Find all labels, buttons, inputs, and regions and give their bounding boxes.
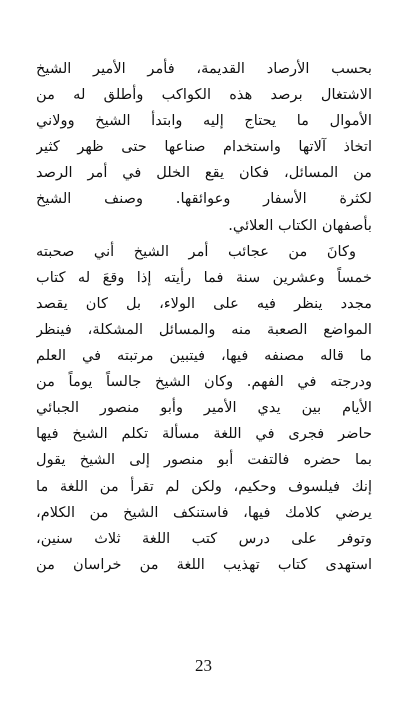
text-line: اتخاذ آلاتها واستخدام صناعها حتى ظهر كثير bbox=[36, 138, 372, 156]
page-number: 23 bbox=[195, 656, 212, 675]
text-line: من المسائل، فكان يقع الخلل في أمر الرصد bbox=[36, 164, 372, 182]
text-line: بما حضره فالتفت أبو منصور إلى الشيخ يقول bbox=[36, 451, 372, 469]
text-line: إنك فيلسوف وحكيم، ولكن لم تقرأ من اللغة ما bbox=[36, 477, 372, 495]
text-line: مجدد ينظر فيه على الولاء، بل كان يقصد bbox=[36, 294, 372, 312]
text-line: ما قاله مصنفه فيها، فيتبين مرتبته في العلم bbox=[36, 347, 372, 365]
text-line: استهدى كتاب تهذيب اللغة من خراسان من bbox=[36, 555, 372, 573]
text-line: الأموال ما يحتاج إليه وابتدأ الشيخ وولاني bbox=[36, 112, 372, 130]
text-line: لكثرة الأسفار وعوائقها. وصنف الشيخ bbox=[36, 190, 372, 208]
text-line: خمساً وعشرين سنة فما رأيته إذا وقعَ له كتاب bbox=[36, 268, 372, 286]
text-line: الأيام بين يدي الأمير وأبو منصور الجبائي bbox=[36, 399, 372, 417]
text-line: الاشتغال برصد هذه الكواكب وأطلق له من bbox=[36, 86, 372, 104]
text-line: المواضع الصعبة منه والمسائل المشكلة، فينظر bbox=[36, 320, 372, 338]
text-line: يرضي كلامك فيها، فاستنكف الشيخ من الكلام، bbox=[36, 503, 372, 521]
paragraph-start-line: وكانَ من عجائب أمر الشيخ أني صحبته bbox=[36, 242, 356, 260]
text-line: بحسب الأرصاد القديمة، فأمر الأمير الشيخ bbox=[36, 60, 372, 77]
text-line: حاضر فجرى في اللغة مسألة تكلم الشيخ فيها bbox=[36, 425, 372, 443]
body-text bbox=[36, 56, 372, 578]
paragraph-end-line: بأصفهان الكتاب العلائي. bbox=[228, 216, 372, 234]
text-line: ودرجته في الفهم. وكان الشيخ جالساً يوماً من bbox=[36, 373, 372, 391]
text-line: وتوفر على درس كتب اللغة ثلاث سنين، bbox=[36, 529, 372, 547]
